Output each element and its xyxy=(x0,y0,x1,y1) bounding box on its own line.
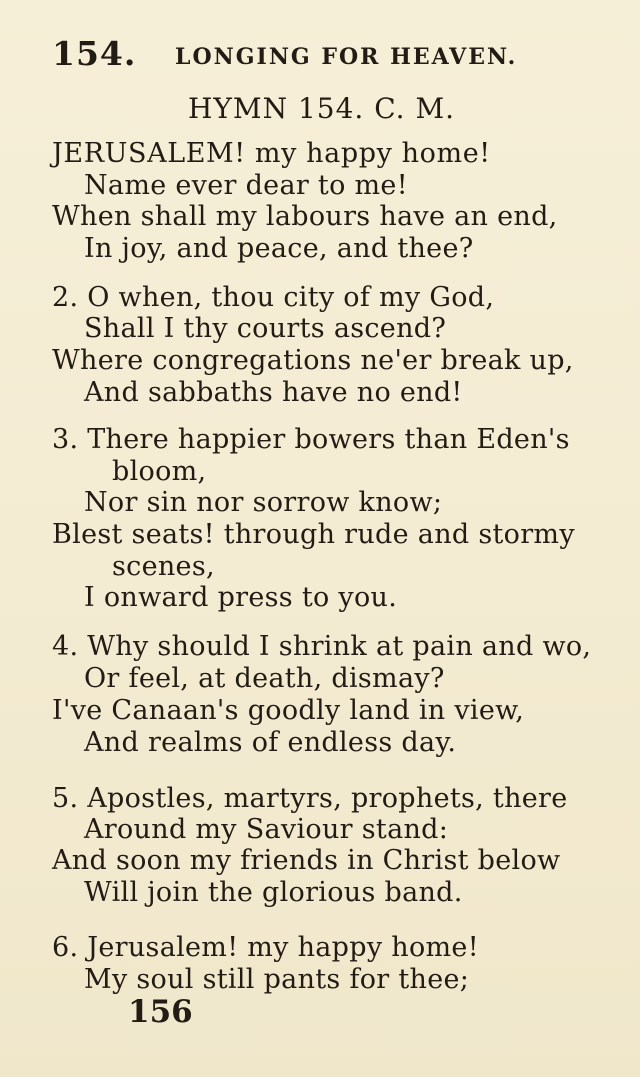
stanza-5-line-2: Around my Saviour stand: xyxy=(84,814,449,845)
stanza-5-line-4: Will join the glorious band. xyxy=(84,877,463,908)
stanza-1-line-2: Name ever dear to me! xyxy=(84,170,408,201)
stanza-5-line-3: And soon my friends in Christ below xyxy=(52,845,561,876)
stanza-5-line-1: 5. Apostles, martyrs, prophets, there xyxy=(52,783,568,814)
stanza-4-line-2: Or feel, at death, dismay? xyxy=(84,663,445,694)
stanza-2-line-4: And sabbaths have no end! xyxy=(84,377,463,408)
stanza-4-line-1: 4. Why should I shrink at pain and wo, xyxy=(52,631,592,662)
stanza-2-line-3: Where congregations ne'er break up, xyxy=(52,345,574,376)
stanza-3-line-1-cont: bloom, xyxy=(112,456,207,487)
stanza-6-line-2: My soul still pants for thee; xyxy=(84,964,470,995)
stanza-1-line-4: In joy, and peace, and thee? xyxy=(84,233,474,264)
stanza-4-line-3: I've Canaan's goodly land in view, xyxy=(52,695,525,726)
stanza-2-line-1: 2. O when, thou city of my God, xyxy=(52,282,495,313)
stanza-2-line-2: Shall I thy courts ascend? xyxy=(84,313,447,344)
stanza-3-line-3-cont: scenes, xyxy=(112,551,215,582)
stanza-3-line-1: 3. There happier bowers than Eden's xyxy=(52,424,570,455)
running-title: LONGING FOR HEAVEN. xyxy=(175,44,518,70)
stanza-3-line-2: Nor sin nor sorrow know; xyxy=(84,487,443,518)
stanza-6-line-1: 6. Jerusalem! my happy home! xyxy=(52,932,479,963)
stanza-4-line-4: And realms of endless day. xyxy=(84,727,457,758)
signature-mark: 156 xyxy=(128,994,193,1030)
stanza-1-line-3: When shall my labours have an end, xyxy=(52,201,558,232)
stanza-1-line-1: JERUSALEM! my happy home! xyxy=(52,138,491,169)
stanza-3-line-3: Blest seats! through rude and stormy xyxy=(52,519,575,550)
page-header xyxy=(52,34,612,74)
hymn-title: HYMN 154. C. M. xyxy=(188,92,456,125)
stanza-3-line-4: I onward press to you. xyxy=(84,582,398,613)
page-number: 154. xyxy=(52,34,137,73)
